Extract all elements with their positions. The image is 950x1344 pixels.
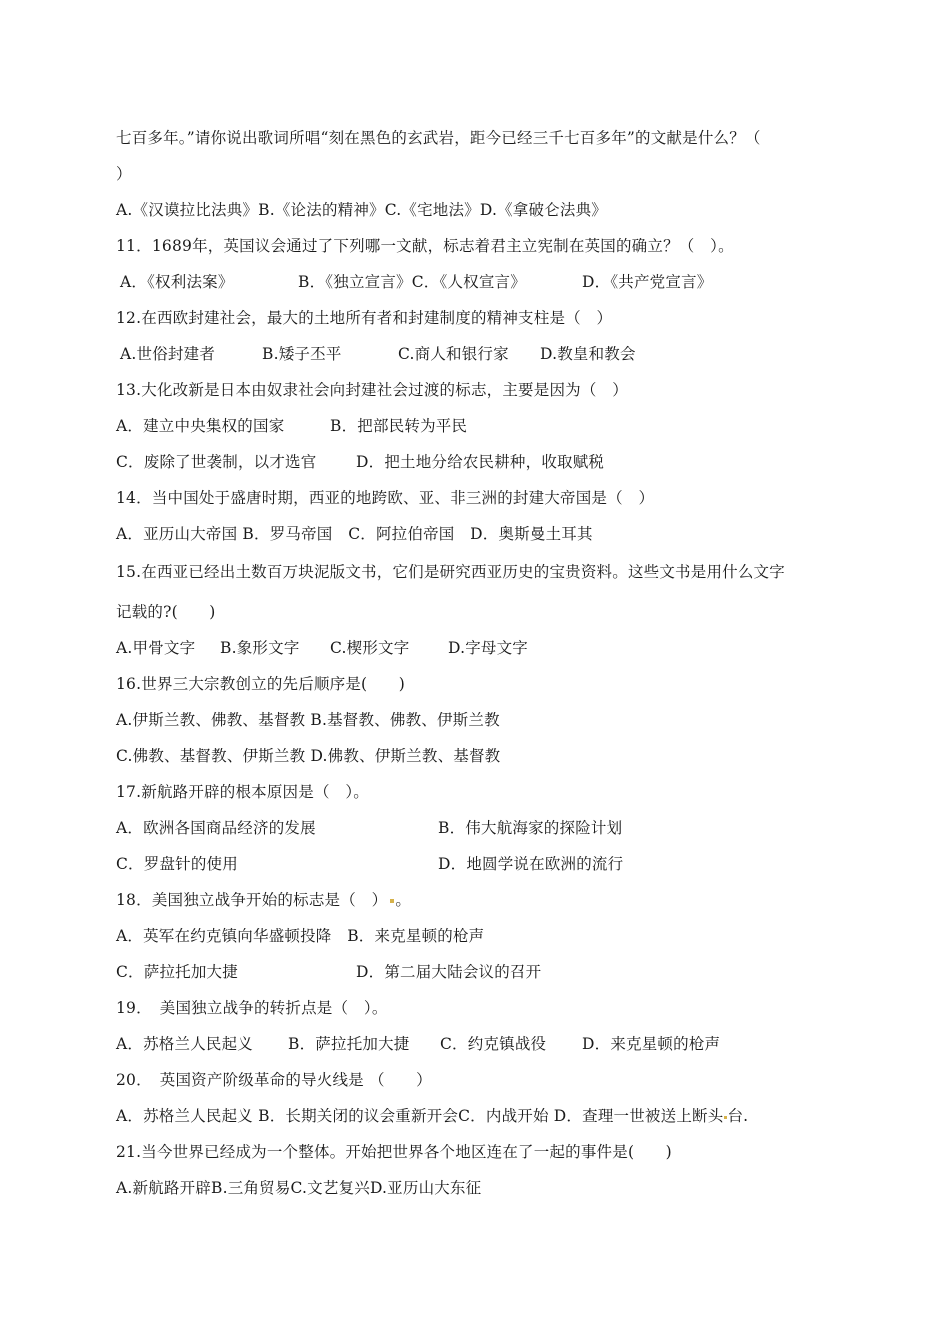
question-10-stem-end: 七百多年。”请你说出歌词所唱“刻在黑色的玄武岩，距今已经三千七百多年”的文献是什么？（: [116, 129, 761, 147]
option-b: B．把部民转为平民: [330, 417, 468, 435]
option-bc: B．《独立宣言》C．《人权宣言》: [298, 273, 526, 291]
question-16-options-cd: C.佛教、基督教、伊斯兰教 D.佛教、伊斯兰教、基督教: [116, 747, 501, 765]
option-d: D．地圆学说在欧洲的流行: [438, 855, 624, 873]
highlight-mark: [390, 899, 394, 903]
question-18-options-ab: A．英军在约克镇向华盛顿投降 B．来克星顿的枪声: [116, 927, 485, 945]
question-16-options-ab: A.伊斯兰教、佛教、基督教 B.基督教、佛教、伊斯兰教: [116, 711, 500, 729]
option-c: C.商人和银行家: [398, 345, 509, 363]
question-16-stem: 16.世界三大宗教创立的先后顺序是( ): [116, 675, 405, 693]
option-c: C．约克镇战役: [440, 1035, 547, 1053]
question-17-stem: 17.新航路开辟的根本原因是（ ）。: [116, 783, 370, 801]
question-14-stem: 14．当中国处于盛唐时期，西亚的地跨欧、亚、非三洲的封建大帝国是（ ）: [116, 489, 655, 507]
question-20-options-end: 台.: [727, 1107, 749, 1125]
question-18-end: 。: [395, 891, 412, 909]
question-11-stem: 11．1689年，英国议会通过了下列哪一文献，标志着君主立宪制在英国的确立？（ ）。: [116, 237, 734, 255]
question-12-stem: 12.在西欧封建社会，最大的土地所有者和封建制度的精神支柱是（ ）: [116, 309, 613, 327]
question-20-options-text: A．苏格兰人民起义 B．长期关闭的议会重新开会C．内战开始 D．查理一世被送上断头: [116, 1107, 724, 1125]
question-13-stem: 13.大化改新是日本由奴隶社会向封建社会过渡的标志，主要是因为（ ）: [116, 381, 628, 399]
question-15-stem-cont: 记载的?( ): [116, 603, 216, 621]
option-b: B．萨拉托加大捷: [288, 1035, 410, 1053]
question-20-stem: 20． 英国资产阶级革命的导火线是 （ ）: [116, 1071, 432, 1089]
question-10-paren: ）: [116, 165, 132, 183]
question-10-options: A.《汉谟拉比法典》B.《论法的精神》C.《宅地法》D.《拿破仑法典》: [116, 201, 607, 219]
option-a: A．苏格兰人民起义: [116, 1035, 253, 1053]
option-d: D.教皇和教会: [540, 345, 636, 363]
option-a: A．《权利法案》: [120, 273, 234, 291]
option-d: D.字母文字: [448, 639, 529, 657]
option-b: B.矮子丕平: [262, 345, 342, 363]
question-19-stem: 19． 美国独立战争的转折点是（ ）。: [116, 999, 388, 1017]
option-c: C．罗盘针的使用: [116, 855, 238, 873]
question-21-stem: 21.当今世界已经成为一个整体。开始把世界各个地区连在了一起的事件是( ): [116, 1143, 672, 1161]
option-a: A.甲骨文字: [116, 639, 196, 657]
option-d: D．把土地分给农民耕种，收取赋税: [356, 453, 605, 471]
option-c: C.楔形文字: [330, 639, 410, 657]
option-b: B.象形文字: [220, 639, 300, 657]
question-21-options: A.新航路开辟B.三角贸易C.文艺复兴D.亚历山大东征: [116, 1179, 482, 1197]
option-a: A.世俗封建者: [120, 345, 216, 363]
question-20-options: [116, 1106, 846, 1126]
question-15-stem: 15.在西亚已经出土数百万块泥版文书，它们是研究西亚历史的宝贵资料。这些文书是用什么文字: [116, 563, 785, 581]
option-d: D．来克星顿的枪声: [582, 1035, 721, 1053]
option-c: C．废除了世袭制，以才选官: [116, 453, 317, 471]
option-d: D．《共产党宣言》: [582, 273, 713, 291]
question-18-stem: [116, 890, 846, 910]
option-a: A．建立中央集权的国家: [116, 417, 285, 435]
option-a: A．欧洲各国商品经济的发展: [116, 819, 316, 837]
option-b: B．伟大航海家的探险计划: [438, 819, 623, 837]
question-18-text: 18．美国独立战争开始的标志是（ ）: [116, 891, 388, 909]
question-14-options: A．亚历山大帝国 B．罗马帝国 C．阿拉伯帝国 D．奥斯曼土耳其: [116, 525, 593, 543]
option-c: C．萨拉托加大捷: [116, 963, 238, 981]
option-d: D．第二届大陆会议的召开: [356, 963, 542, 981]
